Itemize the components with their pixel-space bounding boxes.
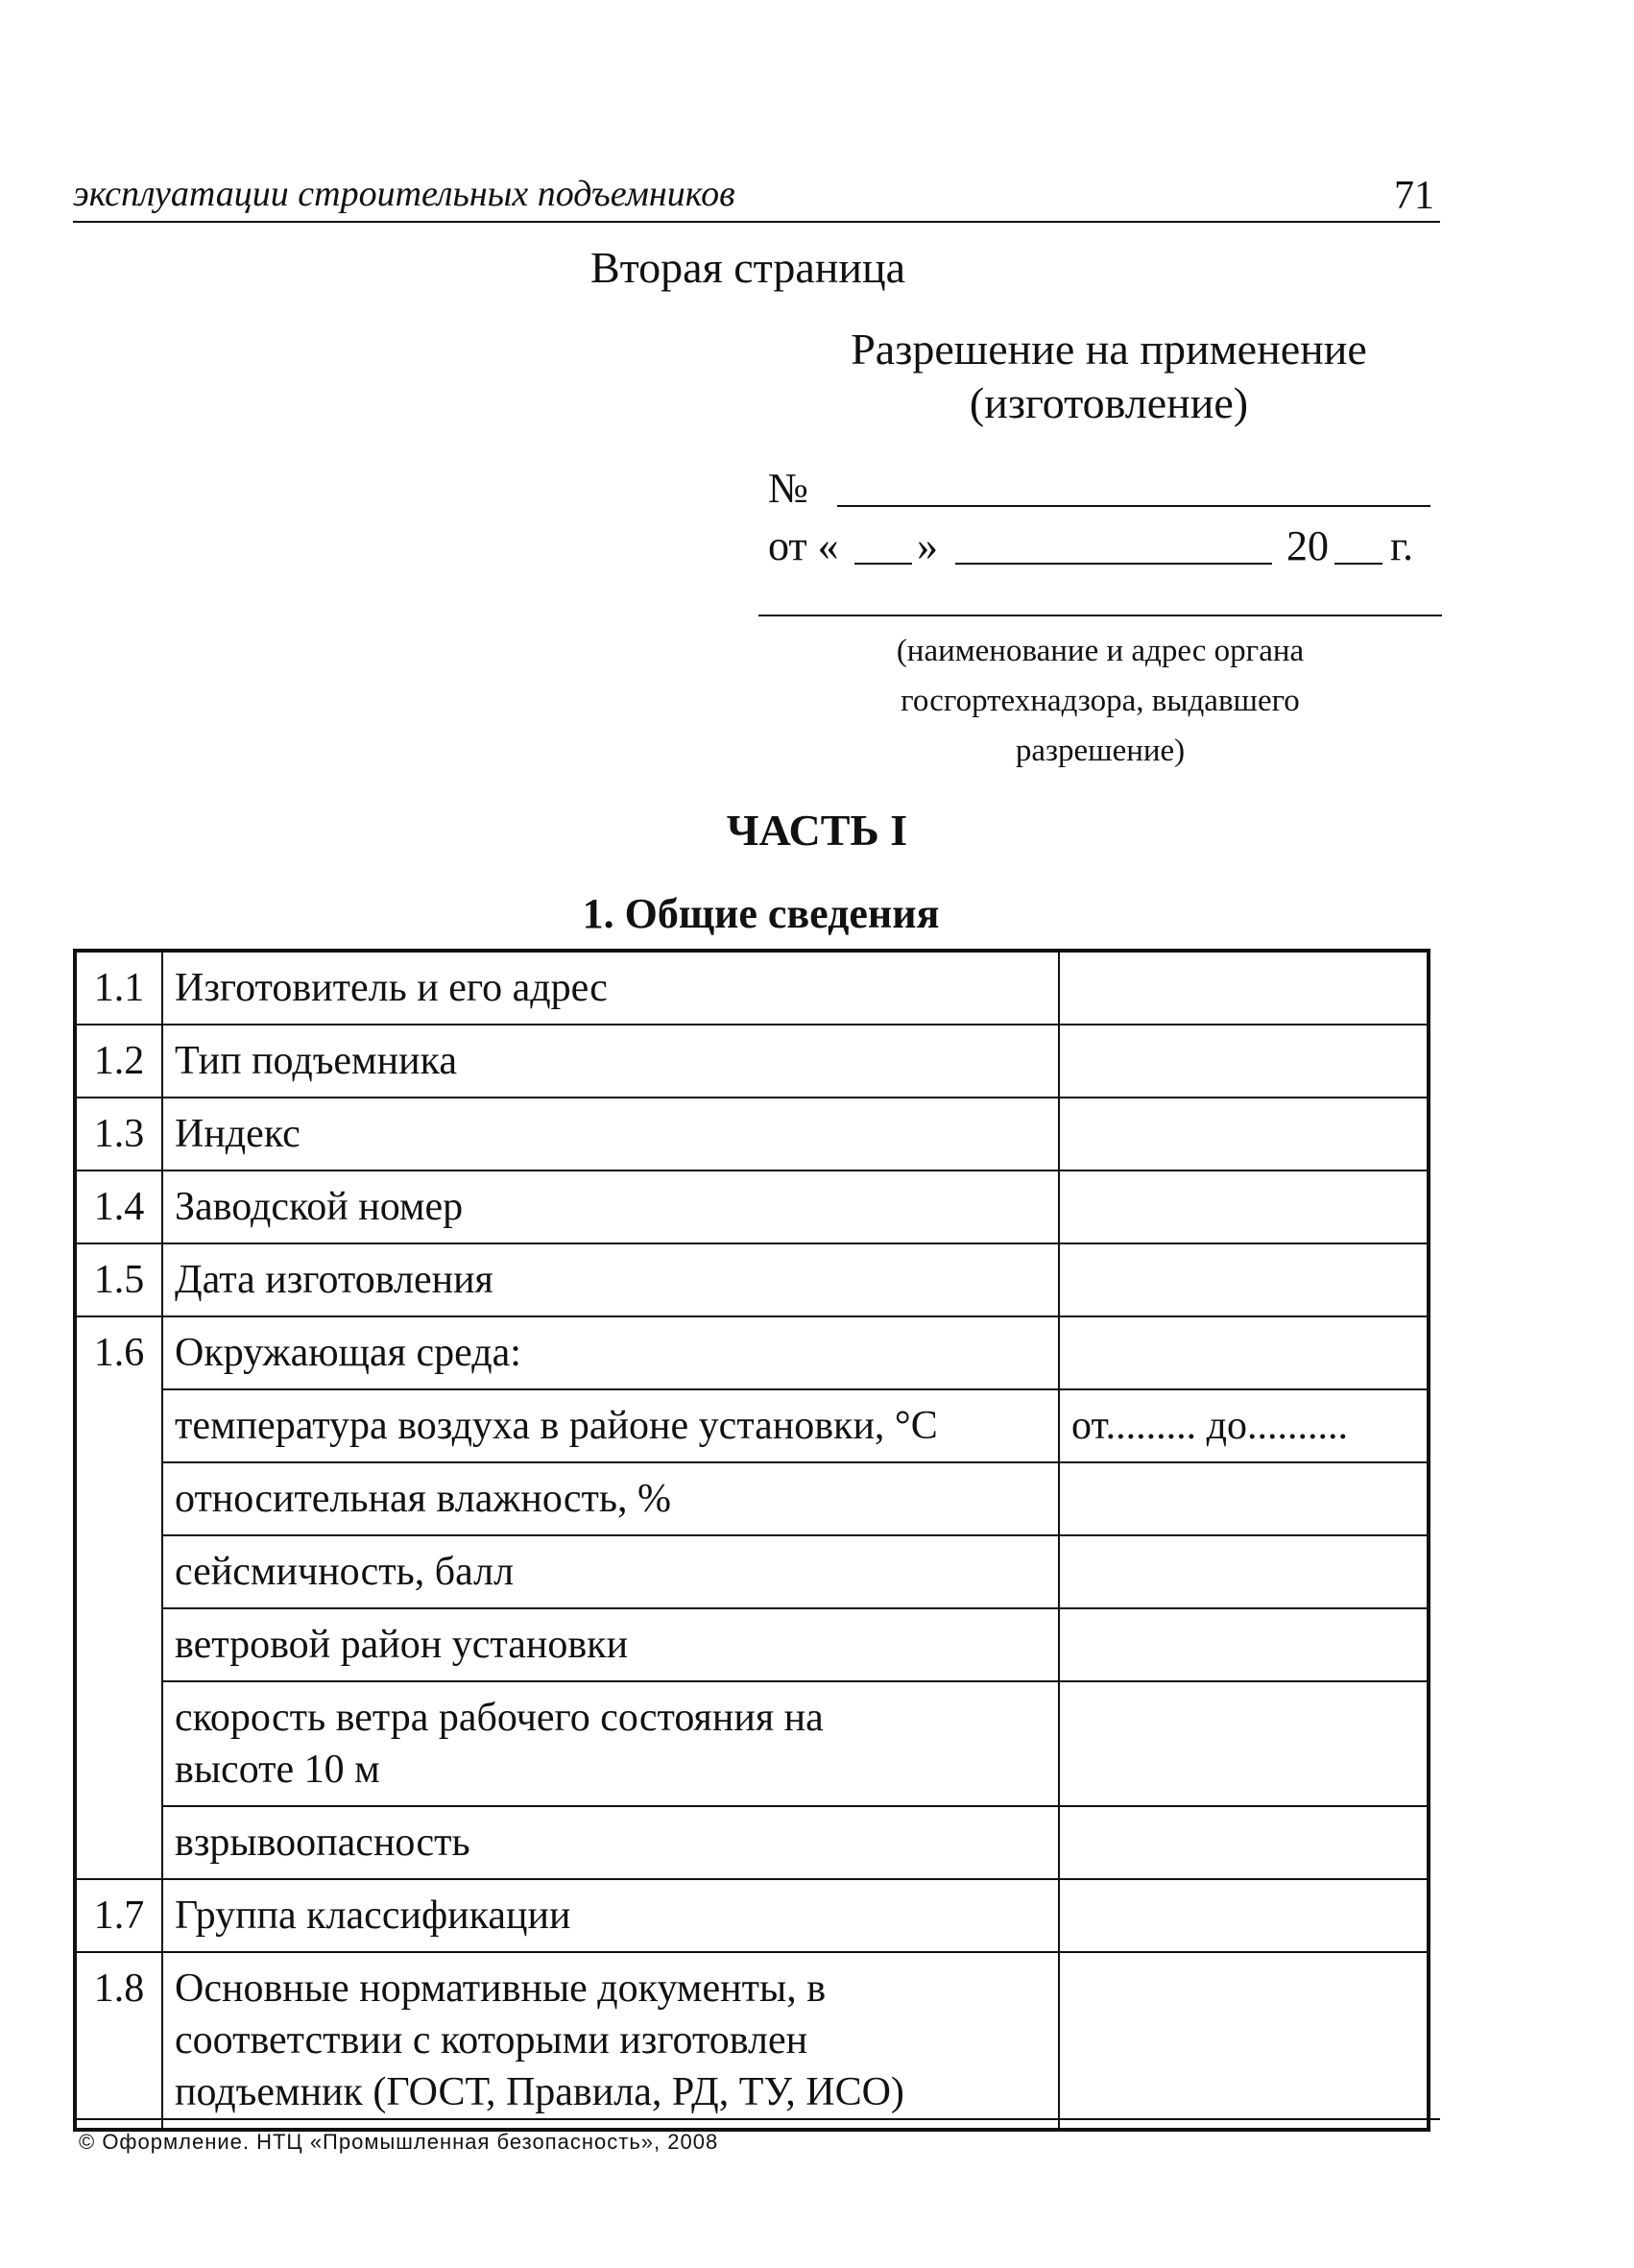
- row-label: Группа классификации: [162, 1879, 1059, 1952]
- row-value: [1059, 1535, 1429, 1608]
- row-number: 1.8: [75, 1952, 162, 2130]
- row-label: ветровой район установки: [162, 1608, 1059, 1681]
- month-blank: [955, 563, 1272, 565]
- row-number: 1.3: [75, 1098, 162, 1170]
- row-label: Дата изготовления: [162, 1243, 1059, 1316]
- row-number: 1.2: [75, 1025, 162, 1098]
- row-label: Индекс: [162, 1098, 1059, 1170]
- table-row: [75, 1806, 1429, 1879]
- row-value: [1059, 1879, 1429, 1952]
- page-subtitle: Вторая страница: [590, 243, 906, 292]
- table-row: [75, 1952, 1429, 2130]
- table-row: [75, 1389, 1429, 1462]
- row-label: [162, 1952, 1059, 2130]
- table-row: [75, 1681, 1429, 1806]
- row-value: [1059, 1170, 1429, 1243]
- row-label: сейсмичность, балл: [162, 1535, 1059, 1608]
- row-value: [1059, 1462, 1429, 1535]
- permit-date-line: [768, 517, 1440, 570]
- row-label: [162, 1681, 1059, 1806]
- row-value: [1059, 1316, 1429, 1389]
- row-label-line2: высоте 10 м: [175, 1748, 380, 1792]
- year-blank: [1334, 563, 1382, 565]
- running-header: [73, 171, 1440, 223]
- section-title: 1. Общие сведения: [582, 890, 940, 937]
- table-row: [75, 1535, 1429, 1608]
- row-label: взрывоопасность: [162, 1806, 1059, 1879]
- permit-title-line2: (изготовление): [969, 378, 1249, 427]
- row-label: Окружающая среда:: [162, 1316, 1059, 1389]
- number-sign: №: [768, 465, 808, 512]
- row-label-line2: соответствии с которыми изготовлен: [175, 2018, 808, 2063]
- table-row: [75, 1243, 1429, 1316]
- date-prefix: от «: [768, 522, 839, 569]
- row-value: [1059, 1243, 1429, 1316]
- row-number: 1.7: [75, 1879, 162, 1952]
- table-row: [75, 1879, 1429, 1952]
- org-caption-line3: разрешение): [1015, 734, 1186, 768]
- row-label-line1: Основные нормативные документы, в: [175, 1966, 827, 2011]
- table-row: [75, 1608, 1429, 1681]
- table-row: [75, 1170, 1429, 1243]
- row-label: Заводской номер: [162, 1170, 1059, 1243]
- row-label: относительная влажность, %: [162, 1462, 1059, 1535]
- row-value: [1059, 1608, 1429, 1681]
- date-suffix: г.: [1390, 522, 1414, 569]
- general-info-table: [73, 949, 1430, 2132]
- row-value: [1059, 951, 1429, 1025]
- footer-rule: [73, 2118, 1440, 2120]
- row-label-line1: скорость ветра рабочего состояния на: [175, 1696, 824, 1740]
- permit-number-line: [768, 459, 1440, 513]
- row-value: [1059, 1806, 1429, 1879]
- org-caption-line1: (наименование и адрес органа: [896, 634, 1305, 668]
- date-year: 20: [1286, 522, 1329, 569]
- permit-title-line1: Разрешение на применение: [851, 325, 1367, 374]
- row-value: от......... до..........: [1059, 1389, 1429, 1462]
- table-row: [75, 1462, 1429, 1535]
- row-number: 1.4: [75, 1170, 162, 1243]
- row-value: [1059, 1952, 1429, 2130]
- row-label: Тип подъемника: [162, 1025, 1059, 1098]
- header-section-title: эксплуатации строительных подъемников: [73, 174, 735, 214]
- day-blank: [854, 563, 912, 565]
- number-blank: [837, 505, 1430, 507]
- row-value: [1059, 1681, 1429, 1806]
- date-mid: »: [917, 522, 938, 569]
- org-caption-line2: госгортехнадзора, выдавшего: [901, 684, 1300, 718]
- part-title: ЧАСТЬ I: [726, 806, 908, 855]
- table-row: [75, 1098, 1429, 1170]
- page-number: 71: [1394, 174, 1434, 218]
- permit-title: [768, 323, 1450, 430]
- row-number: 1.1: [75, 951, 162, 1025]
- footer-copyright: © Оформление. НТЦ «Промышленная безопасность», 2008: [79, 2130, 719, 2154]
- issuing-authority-caption: [758, 626, 1442, 776]
- row-label-line3: подъемник (ГОСТ, Правила, РД, ТУ, ИСО): [175, 2070, 904, 2114]
- table-row: [75, 1025, 1429, 1098]
- table-row: [75, 1316, 1429, 1389]
- row-value: [1059, 1098, 1429, 1170]
- table-row: [75, 951, 1429, 1025]
- row-number: 1.6: [75, 1316, 162, 1879]
- row-label: температура воздуха в районе установки, °C: [162, 1389, 1059, 1462]
- issuing-authority-blank: [758, 615, 1442, 616]
- row-label: Изготовитель и его адрес: [162, 951, 1059, 1025]
- row-value: [1059, 1025, 1429, 1098]
- row-number: 1.5: [75, 1243, 162, 1316]
